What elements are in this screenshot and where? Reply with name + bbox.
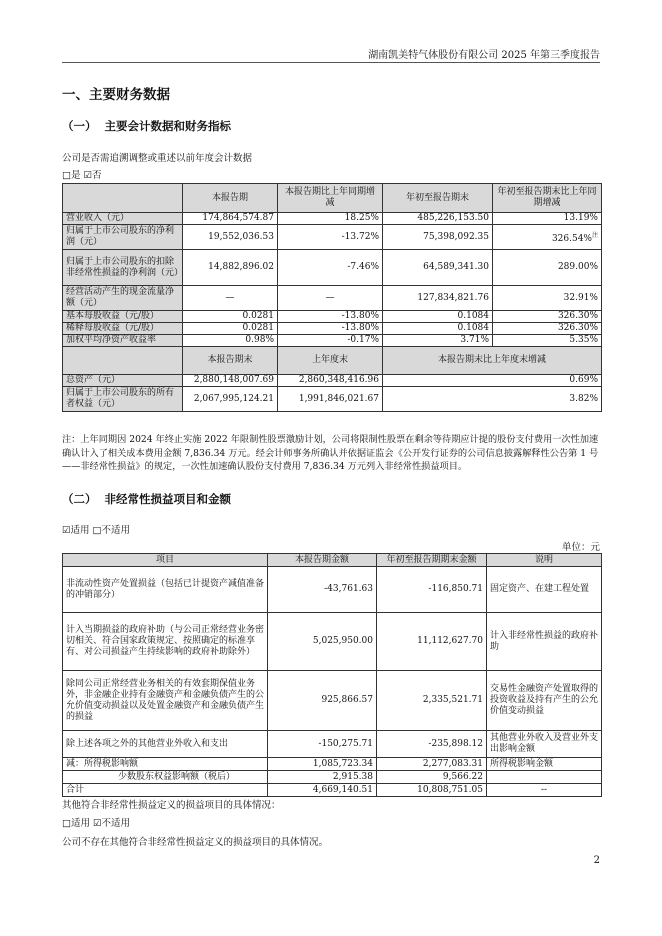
page-number: 2 [593,855,600,866]
cell-value: -13.72% [278,225,383,250]
cell-value: 1,991,846,021.67 [278,387,383,412]
row-label: 稀释每股收益（元/股） [63,323,183,335]
cell-value: 0.1084 [383,311,493,323]
other-items-title: 其他符合非经常性损益定义的损益项目的具体情况： [62,800,281,811]
table-row [63,250,602,286]
header-cell: 本报告期末比上年度末增减 [383,347,602,375]
cell-value: 485,226,153.50 [383,213,493,225]
table-row [63,286,602,311]
table-row [63,213,602,225]
restate-question: 公司是否需追溯调整或重述以前年度会计数据 [62,153,253,164]
table-row [63,784,602,797]
header-cell: 上年度末 [278,347,383,375]
cell-value: 9,566.22 [377,771,487,784]
row-label: 归属于上市公司股东的所有者权益（元） [63,387,183,412]
cell-value: 11,112,627.70 [377,613,487,671]
cell-value: 2,915.38 [268,771,377,784]
cell-value: 174,864,574.87 [183,213,278,225]
cell-value: -43,761.63 [268,567,377,613]
cell-desc [487,771,602,784]
item-label: 少数股东权益影响额（税后） [63,771,268,784]
row-label: 归属于上市公司股东的净利润（元） [63,225,183,250]
applicable-options-2: □适用 ☑不适用 [62,818,131,829]
table-row [63,375,602,387]
header-divider [62,62,600,63]
other-items-text: 公司不存在其他符合非经常性损益定义的损益项目的具体情况。 [62,837,329,848]
non-recurring-table [62,553,602,797]
item-label: 减：所得税影响额 [63,758,268,771]
item-label: 除上述各项之外的其他营业外收入和支出 [63,731,268,758]
cell-value: 326.30% [493,311,602,323]
row-label: 基本每股收益（元/股） [63,311,183,323]
cell-value: 3.82% [383,387,602,412]
cell-value: 64,589,341.30 [383,250,493,286]
cell-value [493,225,602,250]
cell-value: 5.35% [493,335,602,347]
cell-value: 5,025,950.00 [268,613,377,671]
unit-label: 单位：元 [561,542,600,553]
cell-value: 75,398,092.35 [383,225,493,250]
table-row [63,771,602,784]
cell-desc: 交易性金融资产处置取得的投资收益及持有产生的公允价值变动损益 [487,671,602,731]
table-row [63,311,602,323]
cell-value: 0.98% [183,335,278,347]
cell-value: 1,085,723.34 [268,758,377,771]
cell-value: 925,866.57 [268,671,377,731]
cell-value: 2,335,521.71 [377,671,487,731]
cell-value: — [183,286,278,311]
cell-desc: 计入非经常性损益的政府补助 [487,613,602,671]
subsection-title-2: （二） 非经常性损益项目和金额 [62,492,232,506]
table-row [63,731,602,758]
table-row [63,758,602,771]
cell-desc: -- [487,784,602,797]
header-cell: 本报告期金额 [268,554,377,567]
cell-value: 13.19% [493,213,602,225]
header-cell: 本报告期 [183,184,278,213]
applicable-options-1: ☑适用 □不适用 [62,525,131,536]
table-row [63,387,602,412]
item-label: 合计 [63,784,268,797]
table-row [63,567,602,613]
cell-desc: 所得税影响金额 [487,758,602,771]
cell-value: 2,860,348,416.96 [278,375,383,387]
cell-value: 289.00% [493,250,602,286]
cell-value-text: 326.54% [551,233,592,244]
item-label: 计入当期损益的政府补助（与公司正常经营业务密切相关、符合国家政策规定、按照确定的标准享有、对公司损益产生持续影响的政府补助除外） [63,613,268,671]
subsection-title-1: （一） 主要会计数据和财务指标 [62,119,232,133]
cell-value: -7.46% [278,250,383,286]
cell-value: 32.91% [493,286,602,311]
header-cell: 说明 [487,554,602,567]
cell-value: 19,552,036.53 [183,225,278,250]
table-row [63,671,602,731]
cell-value: 0.69% [383,375,602,387]
table-row [63,613,602,671]
cell-value: 14,882,896.02 [183,250,278,286]
financial-data-table [62,183,602,412]
cell-value: 326.30% [493,323,602,335]
row-label: 归属于上市公司股东的扣除非经常性损益的净利润（元） [63,250,183,286]
row-label: 总资产（元） [63,375,183,387]
restate-options: □是 ☑否 [62,170,102,181]
cell-value: -13.80% [278,311,383,323]
header-cell: 年初至报告期末 [383,184,493,213]
cell-value: 4,669,140.51 [268,784,377,797]
cell-desc: 固定资产、在建工程处置 [487,567,602,613]
cell-value: 2,067,995,124.21 [183,387,278,412]
header-cell: 年初至报告期期末金额 [377,554,487,567]
cell-value: 127,834,821.76 [383,286,493,311]
header-cell: 年初至报告期末比上年同期增减 [493,184,602,213]
row-label: 营业收入（元） [63,213,183,225]
cell-value: 18.25% [278,213,383,225]
row-label: 经营活动产生的现金流量净额（元） [63,286,183,311]
header-cell: 本报告期末 [183,347,278,375]
cell-value: -235,898.12 [377,731,487,758]
cell-value: 10,808,751.05 [377,784,487,797]
cell-value: 3.71% [383,335,493,347]
item-label: 除同公司正常经营业务相关的有效套期保值业务外，非金融企业持有金融资产和金融负债产生的公允价值变动损益以及处置金融资产和金融负债产生的损益 [63,671,268,731]
note-marker: 注 [591,231,598,239]
table-row [63,225,602,250]
footnote: 注：上年同期因 2024 年终止实施 2022 年限制性股票激励计划，公司将限制性股票在剩余等待期应计提的股份支付费用一次性加速确认计入了相关成本费用金额 7,836.34 万元。经会计师事务所确认并依据证监会《公开发行证券的公司信息披露解释性公告第 1 号——非经常性损益》的规定，一次性加速确认股份支付费用 7,836.34 万元列入非经常性损益项目。 [62,434,599,472]
report-header: 湖南凯美特气体股份有限公司 2025 年第三季度报告 [368,50,600,61]
header-cell [63,184,183,213]
cell-value: 0.0281 [183,311,278,323]
table-row [63,323,602,335]
table-row [63,335,602,347]
cell-desc: 其他营业外收入及营业外支出影响金额 [487,731,602,758]
section-title: 一、主要财务数据 [62,87,170,103]
header-cell: 项目 [63,554,268,567]
row-label: 加权平均净资产收益率 [63,335,183,347]
cell-value: -116,850.71 [377,567,487,613]
header-cell [63,347,183,375]
cell-value: 2,277,083.31 [377,758,487,771]
cell-value: 2,880,148,007.69 [183,375,278,387]
cell-value: 0.0281 [183,323,278,335]
cell-value: -150,275.71 [268,731,377,758]
cell-value: 0.1084 [383,323,493,335]
cell-value: -13.80% [278,323,383,335]
cell-value: — [278,286,383,311]
cell-value: -0.17% [278,335,383,347]
item-label: 非流动性资产处置损益（包括已计提资产减值准备的冲销部分） [63,567,268,613]
header-cell: 本报告期比上年同期增减 [278,184,383,213]
